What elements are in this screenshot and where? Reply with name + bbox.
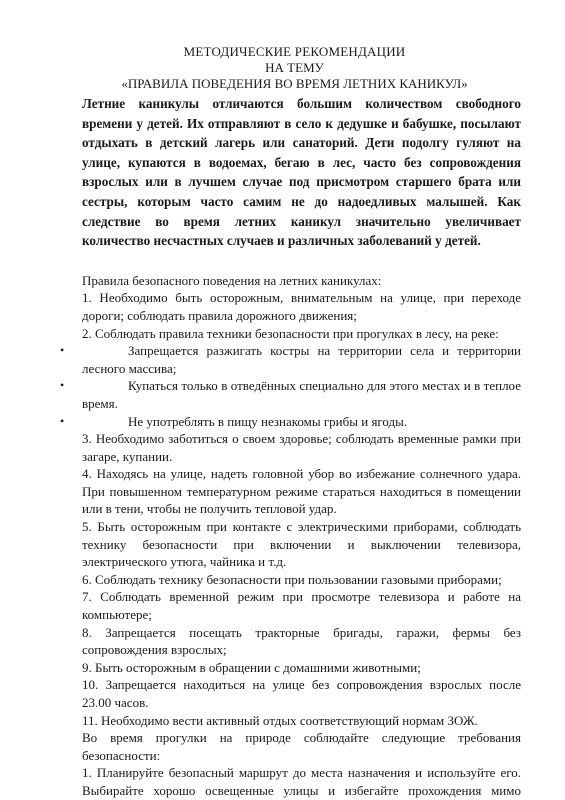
rule-10-line: 23.00 часов.: [82, 695, 149, 710]
intro-line: улице, купаются в водоемах, бегаю в лес, часто без сопровождения: [82, 154, 521, 170]
intro-line: отдыхать в детский лагерь или санаторий. Дети подолгу гуляют на: [82, 135, 521, 151]
intro-paragraph: [82, 94, 521, 251]
rule-3-line: загаре, купании.: [82, 448, 173, 464]
rule-11: 11. Необходимо вести активный отдых соответствующий нормам ЗОЖ.: [82, 712, 478, 728]
intro-line: времени у детей. Их отправляют в село к дедушке и бабушке, посылают: [82, 115, 521, 131]
rule-6: 6. Соблюдать технику безопасности при пользовании газовыми приборами;: [82, 571, 502, 587]
rule-4-line: 4. Находясь на улице, надеть головной убор во избежание солнечного удара.: [82, 466, 521, 482]
rule-4-line: или в тени, чтобы не получить тепловой удар.: [82, 501, 337, 517]
bullet-line: Запрещается разжигать костры на территории села и территории: [128, 343, 521, 359]
bullet-line: Не употреблять в пищу незнакомы грибы и ягоды.: [128, 413, 408, 429]
bullet-item: [60, 377, 521, 412]
bullet-marker: •: [60, 413, 65, 428]
rule-7-line: 7. Соблюдать временной режим при просмотре телевизора и работе на: [82, 589, 521, 605]
rule-3-line: 3. Необходимо заботиться о своем здоровье; соблюдать временные рамки при: [82, 431, 521, 447]
rule-7-line: компьютере;: [82, 607, 152, 623]
bullet-item: [60, 342, 521, 377]
title-line-1: МЕТОДИЧЕСКИЕ РЕКОМЕНДАЦИИ: [183, 44, 406, 59]
bullet-line: лесного массива;: [82, 360, 177, 376]
walk-rule-1-line: 1. Планируйте безопасный маршрут до места назначения и используйте его.: [82, 765, 521, 781]
bullet-line: время.: [82, 395, 118, 411]
bullet-marker: •: [60, 378, 65, 393]
intro-line: следствие во время летних каникул значительно увеличивает: [82, 213, 521, 229]
rule-5-line: технику безопасности при включении и выключении телевизора,: [82, 536, 521, 552]
walk-line: безопасности:: [82, 747, 161, 763]
walk-line: Во время прогулки на природе соблюдайте следующие требования: [82, 730, 521, 746]
title-line-2: НА ТЕМУ: [265, 60, 324, 75]
intro-line: Летние каникулы отличаются большим количеством свободного: [82, 96, 521, 111]
rules-header: Правила безопасного поведения на летних каникулах:: [82, 272, 382, 288]
title-line-3: «ПРАВИЛА ПОВЕДЕНИЯ ВО ВРЕМЯ ЛЕТНИХ КАНИКУЛ»: [121, 76, 468, 91]
rule-4-line: При повышенном температурном режиме стараться находиться в помещении: [82, 483, 521, 499]
intro-line: взрослых или в лучшем случае под присмотром старшего брата или: [82, 174, 521, 190]
rule-5-line: 5. Быть осторожным при контакте с электрическими приборами, соблюдать: [82, 519, 521, 535]
rule-1-line: 1. Необходимо быть осторожным, внимательным на улице, при переходе: [82, 290, 521, 306]
rule-10-line: 10. Запрещается находиться на улице без сопровождения взрослых после: [82, 677, 521, 693]
rules-section: [60, 272, 521, 800]
rule-9: 9. Быть осторожным в обращении с домашними животными;: [82, 659, 421, 675]
bullet-marker: •: [60, 343, 65, 358]
rule-2: 2. Соблюдать правила техники безопасности при прогулках в лесу, на реке:: [82, 325, 499, 341]
document-title: [68, 44, 521, 92]
rule-1-line: дороги; соблюдать правила дорожного движения;: [82, 307, 357, 323]
walk-rule-1-line: Выбирайте хорошо освещенные улицы и избегайте прохождения мимо: [82, 782, 521, 798]
rule-8-line: 8. Запрещается посещать тракторные бригады, гаражи, фермы без: [82, 624, 521, 640]
bullet-line: Купаться только в отведённых специально для этого местах и в теплое: [128, 378, 521, 394]
bullet-item: [60, 413, 521, 431]
intro-line: сестры, которым часто самим не до надоедливых малышей. Как: [82, 193, 521, 209]
intro-line: количество несчастных случаев и различных заболеваний у детей.: [82, 233, 481, 249]
rule-8-line: сопровождения взрослых;: [82, 642, 227, 658]
rule-5-line: электрического утюга, чайника и т.д.: [82, 554, 287, 570]
